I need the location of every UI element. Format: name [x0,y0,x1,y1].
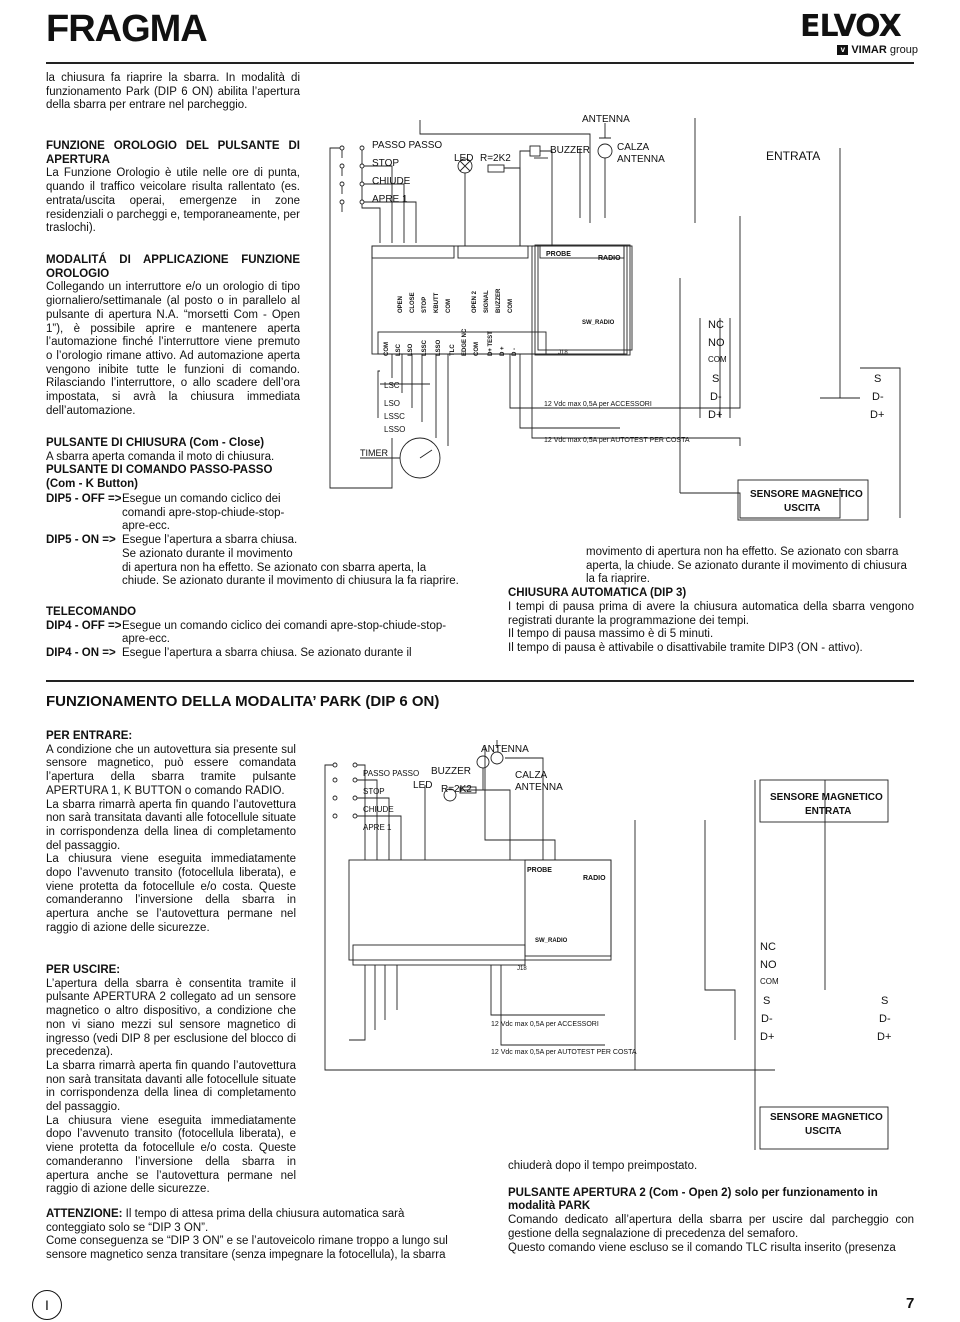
dip4-on-row [46,647,456,661]
d1-lssc-label: LSSC [384,412,405,421]
d2-radio-label: RADIO [583,875,606,882]
d2-chiude-label: CHIUDE [363,805,394,814]
d1-autotest-label: 12 Vdc max 0,5A per AUTOTEST PER COSTA [544,437,690,444]
d1-term-open: OPEN [398,295,404,313]
apertura2-text1: Comando dedicato all’apertura della sbarra per uscire dal parcheggio con gestione della segnalazione di precedenza del semaforo. [508,1214,914,1240]
apertura2-title: PULSANTE APERTURA 2 (Com - Open 2) solo per funzionamento in modalità PARK [508,1186,878,1213]
comando-title: PULSANTE DI COMANDO PASSO-PASSO (Com - K Button) [46,464,273,491]
d1-antenna2-label: ANTENNA [617,154,665,165]
d2-s2-label: S [881,995,889,1007]
auto-title: CHIUSURA AUTOMATICA (DIP 3) [508,587,687,600]
d1-lsc-label: LSC [384,381,400,390]
d1-j18-label: J18 [558,350,568,356]
orologio-title: FUNZIONE OROLOGIO DEL PULSANTE DI APERTURA [46,140,300,166]
d2-led-label: LED [413,780,433,791]
language-badge: I [32,1290,62,1320]
d1-sensore-uscita-1: SENSORE MAGNETICO [750,489,863,500]
d2-apre-label: APRE 1 [363,823,392,832]
d1-term-open2: OPEN 2 [472,290,478,313]
header-rule [46,62,914,64]
d1-acc-label: 12 Vdc max 0,5A per ACCESSORI [544,401,652,408]
d2-dplus-label: D+ [760,1031,775,1043]
d1-term-signal: SIGNAL [484,290,490,313]
d2-j18-label: J18 [517,966,527,972]
d1-radio-label: RADIO [598,255,621,262]
d2-calza-label: CALZA [515,770,548,781]
dip4-off-text: Esegue un comando ciclico dei comandi apre-stop-chiude-stop-apre-ecc. [122,619,447,646]
d2-autotest-label: 12 Vdc max 0,5A per AUTOTEST PER COSTA [491,1049,637,1056]
chiusura-text: A sbarra aperta comanda il moto di chiusura. [46,450,275,463]
d2-antenna2-label: ANTENNA [515,782,563,793]
elvox-logo [800,9,918,56]
modalita-text: Collegando un interruttore e/o un orologio di tipo giornaliero/settimanale (al posto o in parallelo al pulsante di apertura N.A. “morsetti Com - Open 1”), è possibile aprire e mantenere aperta l’automazione finché l’interruttore viene premuto o l’orologio rimane attivo. Ad automazione aperta vengono inibite tutte le funzioni di comando. Rilasciando l’interruttore, o allo scadere dell’ora impostata, si avrà la chiusura immediata dell’automazione. [46,281,300,417]
d1-buzzer-label: BUZZER [550,145,590,156]
entrare-title: PER ENTRARE: [46,730,133,742]
d2-dminus2-label: D- [879,1013,891,1025]
attenzione-block [46,1208,456,1263]
d1-chiude-label: CHIUDE [372,176,411,187]
d2-sensore-uscita-1: SENSORE MAGNETICO [770,1112,883,1123]
d2-sw-radio-label: SW_RADIO [535,938,568,944]
col2-top-block [508,546,914,656]
d1-stop-label: STOP [372,158,400,169]
conseguenza-text: Come conseguenza se “DIP 3 ON” e se l’autoveicolo rimane troppo a lungo sul sensore magnetico senza transitare (senza impegnare la fotocellula), la sbarra [46,1235,448,1262]
d2-antenna-label: ANTENNA [481,744,529,755]
d1-lsso-label: LSSO [384,425,406,434]
modalita-title: MODALITÁ DI APPLICAZIONE FUNZIONE OROLOGIO [46,254,300,280]
logo-text: ELVOX [800,9,901,44]
d1-sw-radio-label: SW_RADIO [582,320,615,326]
d1-resistor-label: R=2K2 [480,153,511,164]
d1-timer-label: TIMER [360,448,388,458]
brand-title: FRAGMA [46,8,207,50]
dip4-off-key: DIP4 - OFF => [46,619,122,632]
d1-no-label: NO [708,337,725,349]
page-number: 7 [906,1295,915,1312]
entrare-text1: A condizione che un autovettura sia presente sul sensore magnetico, può essere comandata l’apertura della sbarra tramite pulsante APERTURA 1, K BUTTON o comando RADIO. [46,743,296,797]
d1-term-close: CLOSE [410,292,416,313]
d2-resistor-label: R=2K2 [441,784,472,795]
dip4-on-key: DIP4 - ON => [46,647,116,660]
d2-sensore-entrata-1: SENSORE MAGNETICO [770,792,883,803]
d1-s2-label: S [874,373,882,385]
auto-text2: Il tempo di pausa massimo è di 5 minuti. [508,628,714,641]
uscire-text1: L’apertura della sbarra è consentita tramite il pulsante APERTURA 2 collegato ad un sensore magnetico o altro dispositivo, a condizione che non vi siano mezzi sul sensore magnetico di ingresso (vedi DIP 8 per esclusione del blocco di precedenza). [46,977,296,1059]
d1-lso-label: LSO [384,399,401,408]
d1-dminus2-label: D- [872,391,884,403]
d2-sensore-uscita-2: USCITA [805,1126,842,1137]
chiusura-title: PULSANTE DI CHIUSURA (Com - Close) [46,437,265,449]
d1-antenna-label: ANTENNA [582,114,630,125]
d2-dplus2-label: D+ [877,1031,892,1043]
attenzione-text: Il tempo di attesa prima della chiusura automatica sarà conteggiato solo se “DIP 3 ON”. [46,1208,405,1234]
d1-probe-label: PROBE [546,251,571,258]
vimar-icon: v [837,45,848,55]
d1-bterm-lsso: LSSO [436,339,442,356]
d2-sensore-entrata-2: ENTRATA [805,806,852,817]
telecomando-block [46,606,456,661]
modalita-block [46,254,300,418]
dip4-on-text: Esegue l’apertura a sbarra chiusa. Se azionato durante il [122,647,412,660]
d1-sensore-uscita-2: USCITA [784,503,821,514]
dip5-off-text: Esegue un comando ciclico dei comandi apre-stop-chiude-stop-apre-ecc. [122,493,285,533]
dip5-on-more2: di apertura non ha effetto. Se azionato con sbarra aperta, la chiude. Se azionato durante il movimento di chiusura la fa riaprire. [122,561,459,588]
uscire-block [46,964,296,1197]
telecomando-title: TELECOMANDO [46,606,137,618]
auto-text3: Il tempo di pausa è attivabile o disattivabile tramite DIP3 (ON - attivo). [508,641,863,654]
dip5-on-more1: Se azionato durante il movimento [122,547,293,560]
park-col2-text1: chiuderà dopo il tempo preimpostato. [508,1160,698,1172]
section-rule [46,680,914,682]
d1-bterm-dtest: D+ TEST [488,331,494,356]
uscire-text3a [46,1115,296,1197]
d2-buzzer-label: BUZZER [431,766,471,777]
d1-s-label: S [712,373,720,385]
apertura2-text2: Questo comando viene escluso se il comando TLC risulta inserito (presenza [508,1241,896,1254]
d1-term-stop: STOP [422,296,428,313]
auto-text1: I tempi di pausa prima di avere la chiusura automatica della sbarra vengono registrati durante la programmazione dei tempi. [508,600,914,627]
wiring-diagram-2 [305,740,915,1160]
attenzione-key: ATTENZIONE: [46,1208,123,1220]
entrare-text3: La chiusura viene eseguita immediatamente dopo l’avvenuto transito (fotocellula liberata), e viene protetta da fotocellule e/o costa. Queste comanderanno l’inversione della sbarra in apertura anche se l’autovettura permane nel raggio di azione delle sicurezze. [46,853,296,934]
d2-s-label: S [763,995,771,1007]
d1-bterm-dplus: D + [500,346,506,356]
d1-apre-label: APRE 1 [372,194,408,205]
dip5-on-text: Esegue l’apertura a sbarra chiusa. [122,534,298,547]
d2-no-label: NO [760,959,777,971]
orologio-block [46,140,300,236]
d1-term-com: COM [446,299,452,313]
d1-term-kbutt: KBUTT [434,292,440,313]
uscire-text2: La sbarra rimarrà aperta fin quando l’autovettura non sarà transitata davanti alle fotocellule situate in corrispondenza della linea di completamento del passaggio. [46,1059,296,1114]
wiring-diagram-1 [320,108,920,548]
d1-passo-label: PASSO PASSO [372,140,443,151]
d1-bterm-edge: EDGE NC [462,328,468,356]
d1-led-label: LED [454,153,474,164]
entrare-block [46,730,296,936]
d1-bterm-lsc: LSC [396,344,402,356]
orologio-text: La Funzione Orologio è utile nelle ore di punta, quando il traffico veicolare risulta rallentato (es. entrata/uscita operai, emergenze in zone residenziali o parcheggi e, temporaneamente, per traslochi). [46,167,300,235]
uscire-title: PER USCIRE: [46,964,121,976]
d1-calza-label: CALZA [617,142,650,153]
d2-nc-label: NC [760,941,776,953]
d2-passo-label: PASSO PASSO [363,769,420,778]
d1-dplus-label: D+ [708,409,723,421]
movimento-text: movimento di apertura non ha effetto. Se azionato con sbarra aperta, la chiude. Se azionato durante il movimento di chiusura la fa riaprire. [586,546,907,586]
dip5-on-key: DIP5 - ON => [46,534,116,547]
dip5-off-key: DIP5 - OFF => [46,493,122,505]
d1-bterm-com: COM [384,342,390,356]
d1-bterm-com2: COM [474,342,480,356]
d1-term-com2: COM [508,299,514,313]
d1-bterm-tlc: TLC [450,344,456,356]
d2-dminus-label: D- [761,1013,773,1025]
logo-subtext [800,44,918,56]
d1-term-buzzer: BUZZER [496,288,502,313]
col1-intro: la chiusura fa riaprire la sbarra. In modalità di funzionamento Park (DIP 6 ON) abilita l’apertura della sbarra per entrare nel parcheggio. [46,72,300,112]
d1-bterm-dminus: D - [512,348,518,356]
dip4-off-row [46,620,456,647]
d1-dminus-label: D- [710,391,722,403]
park-section-title: FUNZIONAMENTO DELLA MODALITA’ PARK (DIP 6 ON) [46,693,440,710]
d2-com-label: COM [760,977,779,986]
d2-probe-label: PROBE [527,867,552,874]
d1-nc-label: NC [708,319,724,331]
d1-dplus2-label: D+ [870,409,885,421]
d1-entrata-label: ENTRATA [766,149,821,163]
park-col2-block [508,1160,914,1255]
d2-stop-label: STOP [363,787,385,796]
uscire-text3: La chiusura viene eseguita immediatamente dopo l’avvenuto transito (fotocellula liberata), e viene protetta da fotocellule e/o costa. Queste comanderanno l’inversione della sbarra in apertura anche se l’autovettura permane nel raggio di azione delle sicurezze. [46,1114,296,1196]
d1-bterm-lssc: LSSC [422,339,428,356]
chiusura-block [46,437,300,492]
vimar-label: VIMAR [851,44,887,56]
d1-bterm-lso: LSO [408,343,414,356]
entrare-text2: La sbarra rimarrà aperta fin quando l’autovettura non sarà transitata davanti alle fotocellule situate in corrispondenza della linea di completamento del passaggio. [46,798,296,852]
d2-acc-label: 12 Vdc max 0,5A per ACCESSORI [491,1021,599,1028]
d1-com-label: COM [708,355,727,364]
group-label: group [889,44,918,56]
